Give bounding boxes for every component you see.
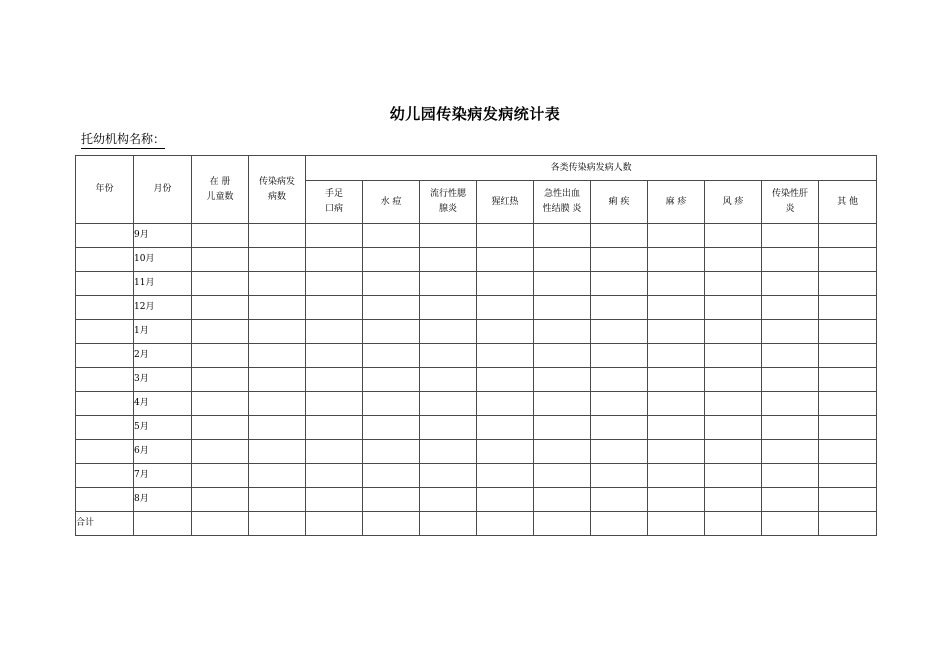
table-cell (306, 392, 363, 416)
table-cell (534, 296, 591, 320)
table-cell (306, 488, 363, 512)
table-cell (762, 344, 819, 368)
table-cell (76, 320, 134, 344)
table-cell (534, 224, 591, 248)
table-cell (76, 440, 134, 464)
table-cell (648, 512, 705, 536)
table-cell (76, 464, 134, 488)
month-label: 7月 (134, 464, 192, 488)
table-cell (363, 296, 420, 320)
table-cell (477, 464, 534, 488)
table-cell (648, 272, 705, 296)
table-cell (363, 272, 420, 296)
org-name-label: 托幼机构名称： (81, 131, 165, 149)
table-cell (762, 488, 819, 512)
table-cell (192, 272, 249, 296)
table-cell (819, 344, 877, 368)
table-cell (477, 368, 534, 392)
table-cell (249, 224, 306, 248)
table-cell (648, 296, 705, 320)
table-cell (363, 464, 420, 488)
table-cell (591, 440, 648, 464)
table-cell (534, 248, 591, 272)
month-label: 5月 (134, 416, 192, 440)
table-cell (819, 272, 877, 296)
table-cell (591, 296, 648, 320)
month-label: 3月 (134, 368, 192, 392)
table-cell (534, 344, 591, 368)
header-disease-line1: 手足 (324, 189, 343, 199)
table-cell (705, 248, 762, 272)
header-disease-9 (762, 181, 819, 224)
table-cell (76, 272, 134, 296)
table-cell (705, 512, 762, 536)
table-cell (76, 368, 134, 392)
table-cell (819, 320, 877, 344)
header-row-1 (76, 156, 877, 181)
header-disease-line1: 风 疹 (722, 196, 744, 207)
table-row (76, 272, 877, 296)
header-enrolled-children (192, 156, 249, 224)
table-cell (705, 440, 762, 464)
table-row (76, 224, 877, 248)
header-disease-line2: 口病 (324, 204, 343, 214)
table-cell (420, 512, 477, 536)
header-disease-line1: 急性出血 (543, 189, 580, 199)
table-cell (420, 440, 477, 464)
total-row (76, 512, 877, 536)
table-row (76, 488, 877, 512)
table-cell (591, 464, 648, 488)
table-cell (192, 440, 249, 464)
table-cell (249, 368, 306, 392)
table-cell (705, 296, 762, 320)
table-cell (534, 416, 591, 440)
table-cell (762, 464, 819, 488)
table-cell (363, 416, 420, 440)
table-cell (306, 248, 363, 272)
table-cell (705, 464, 762, 488)
table-cell (705, 488, 762, 512)
table-cell (363, 248, 420, 272)
header-cases-line1: 传染病发 (258, 176, 295, 187)
table-cell (648, 416, 705, 440)
table-row (76, 320, 877, 344)
header-disease-10 (819, 181, 877, 224)
table-cell (819, 224, 877, 248)
header-disease-2 (363, 181, 420, 224)
table-cell (819, 488, 877, 512)
table-cell (591, 416, 648, 440)
table-row (76, 296, 877, 320)
header-disease-8 (705, 181, 762, 224)
table-row (76, 440, 877, 464)
table-cell (420, 224, 477, 248)
table-cell (192, 320, 249, 344)
table-cell (249, 248, 306, 272)
table-cell (306, 272, 363, 296)
table-cell (705, 320, 762, 344)
table-cell (591, 368, 648, 392)
table-cell (249, 416, 306, 440)
table-cell (420, 344, 477, 368)
table-cell (363, 320, 420, 344)
table-cell (591, 248, 648, 272)
table-cell (192, 416, 249, 440)
table-cell (420, 320, 477, 344)
table-cell (591, 224, 648, 248)
table-cell (420, 392, 477, 416)
table-cell (363, 440, 420, 464)
table-cell (819, 392, 877, 416)
month-label: 4月 (134, 392, 192, 416)
month-label: 10月 (134, 248, 192, 272)
table-cell (192, 296, 249, 320)
table-cell (534, 488, 591, 512)
table-cell (648, 248, 705, 272)
month-label: 1月 (134, 320, 192, 344)
header-cases-line2: 病数 (267, 191, 286, 202)
total-label: 合计 (76, 512, 134, 536)
table-cell (591, 320, 648, 344)
table-cell (249, 464, 306, 488)
table-cell (477, 512, 534, 536)
table-cell (420, 464, 477, 488)
table-cell (249, 392, 306, 416)
table-cell (591, 512, 648, 536)
table-cell (306, 320, 363, 344)
table-row (76, 368, 877, 392)
infectious-disease-stats-table (75, 155, 877, 536)
table-cell (705, 224, 762, 248)
table-cell (762, 368, 819, 392)
header-disease-line1: 麻 疹 (665, 196, 687, 207)
table-cell (192, 344, 249, 368)
table-cell (249, 512, 306, 536)
table-cell (76, 392, 134, 416)
header-enrolled-line1: 在 册 (209, 176, 231, 187)
month-label: 9月 (134, 224, 192, 248)
table-cell (134, 512, 192, 536)
table-cell (306, 440, 363, 464)
table-cell (477, 392, 534, 416)
table-cell (762, 512, 819, 536)
header-month: 月份 (134, 156, 192, 224)
header-disease-group: 各类传染病发病人数 (306, 156, 877, 181)
table-cell (192, 392, 249, 416)
header-disease-5 (534, 181, 591, 224)
header-disease-line2: 性结膜 炎 (542, 204, 582, 214)
month-label: 11月 (134, 272, 192, 296)
table-cell (648, 440, 705, 464)
table-cell (477, 440, 534, 464)
table-cell (648, 344, 705, 368)
header-enrolled-line2: 儿童数 (206, 191, 234, 202)
table-cell (705, 368, 762, 392)
table-cell (477, 224, 534, 248)
table-cell (192, 224, 249, 248)
table-cell (648, 488, 705, 512)
table-cell (477, 272, 534, 296)
table-cell (363, 224, 420, 248)
table-cell (477, 416, 534, 440)
table-cell (477, 344, 534, 368)
table-cell (192, 248, 249, 272)
table-cell (762, 296, 819, 320)
table-cell (192, 512, 249, 536)
header-disease-line2: 腺炎 (438, 204, 457, 214)
table-row (76, 464, 877, 488)
table-cell (762, 248, 819, 272)
table-cell (648, 368, 705, 392)
header-disease-7 (648, 181, 705, 224)
table-cell (477, 296, 534, 320)
table-cell (249, 488, 306, 512)
table-cell (591, 392, 648, 416)
table-cell (306, 464, 363, 488)
table-cell (705, 272, 762, 296)
table-cell (705, 392, 762, 416)
table-cell (249, 440, 306, 464)
table-cell (534, 320, 591, 344)
table-cell (819, 296, 877, 320)
table-cell (420, 248, 477, 272)
table-cell (249, 344, 306, 368)
table-cell (819, 248, 877, 272)
table-cell (306, 416, 363, 440)
header-disease-line1: 其 他 (837, 196, 858, 207)
table-cell (819, 512, 877, 536)
table-cell (363, 512, 420, 536)
table-cell (420, 488, 477, 512)
table-row (76, 344, 877, 368)
table-cell (819, 440, 877, 464)
table-cell (420, 368, 477, 392)
table-cell (705, 416, 762, 440)
table-cell (648, 224, 705, 248)
table-cell (306, 368, 363, 392)
table-cell (76, 248, 134, 272)
table-cell (762, 440, 819, 464)
header-disease-3 (420, 181, 477, 224)
table-cell (249, 296, 306, 320)
table-cell (534, 392, 591, 416)
table-cell (76, 344, 134, 368)
table-cell (762, 224, 819, 248)
table-row (76, 416, 877, 440)
header-infectious-cases (249, 156, 306, 224)
table-cell (534, 512, 591, 536)
table-cell (76, 488, 134, 512)
table-cell (762, 320, 819, 344)
table-cell (420, 272, 477, 296)
header-disease-6 (591, 181, 648, 224)
table-cell (249, 272, 306, 296)
month-label: 8月 (134, 488, 192, 512)
header-disease-line1: 痢 疾 (608, 196, 630, 207)
table-cell (534, 368, 591, 392)
table-row (76, 248, 877, 272)
table-cell (363, 392, 420, 416)
table-cell (306, 512, 363, 536)
table-cell (363, 344, 420, 368)
table-cell (762, 272, 819, 296)
table-cell (76, 296, 134, 320)
table-cell (477, 488, 534, 512)
table-cell (648, 392, 705, 416)
table-cell (192, 368, 249, 392)
month-label: 12月 (134, 296, 192, 320)
table-cell (477, 320, 534, 344)
table-cell (306, 344, 363, 368)
table-cell (420, 416, 477, 440)
table-cell (819, 368, 877, 392)
month-label: 6月 (134, 440, 192, 464)
month-label: 2月 (134, 344, 192, 368)
header-disease-line1: 传染性肝 (771, 189, 808, 199)
table-cell (363, 368, 420, 392)
table-cell (306, 224, 363, 248)
header-disease-line1: 流行性腮 (429, 189, 466, 199)
document-title: 幼儿园传染病发病统计表 (389, 105, 561, 123)
table-cell (819, 464, 877, 488)
table-cell (705, 344, 762, 368)
table-cell (762, 392, 819, 416)
table-cell (306, 296, 363, 320)
table-cell (762, 416, 819, 440)
table-cell (76, 224, 134, 248)
table-cell (819, 416, 877, 440)
header-disease-line1: 水 痘 (380, 196, 402, 207)
table-cell (534, 464, 591, 488)
header-year: 年份 (76, 156, 134, 224)
table-cell (648, 320, 705, 344)
table-cell (591, 344, 648, 368)
table-cell (534, 440, 591, 464)
table-cell (477, 248, 534, 272)
header-disease-line2: 炎 (785, 204, 795, 214)
table-cell (591, 488, 648, 512)
table-cell (591, 272, 648, 296)
table-cell (192, 464, 249, 488)
header-disease-4 (477, 181, 534, 224)
table-cell (363, 488, 420, 512)
table-cell (534, 272, 591, 296)
table-cell (420, 296, 477, 320)
table-cell (648, 464, 705, 488)
table-cell (76, 416, 134, 440)
table-row (76, 392, 877, 416)
header-disease-1 (306, 181, 363, 224)
table-cell (249, 320, 306, 344)
table-cell (192, 488, 249, 512)
header-disease-line1: 猩红热 (491, 196, 519, 207)
